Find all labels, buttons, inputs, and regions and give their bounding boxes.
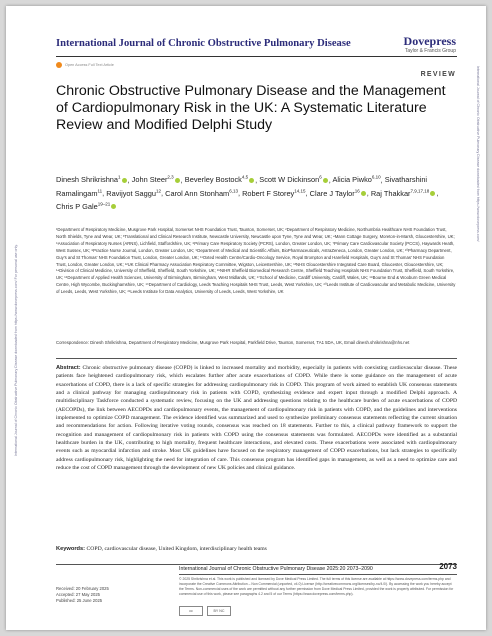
author-affiliation-sup: 19–21 [97,201,111,207]
license-text[interactable]: © 2025 Shrikrishna et al. This work is published and licensed by Dove Medical Press Limited. The full terms of this license are available at https://www.dovepress.com/terms.php and incorporate the Creative Commons Attribution – Non Commercial (unported, v4.0) License (http://creativecommons.org/licenses/by-nc/4.0/). By accessing the work you hereby accept the Terms. Non-commercial uses of the work are permitted without any further permission from Dove Medical Press Limited, provided the work is properly attributed. For permission for commercial use of this work, please see paragraphs 4.2 and 5 of our Terms (https://www.dovepress.com/terms.php). [179,577,454,596]
author-name [132,175,181,184]
publisher-subtitle: Taylor & Francis Group [404,48,456,54]
author-name-text: Scott W Dickinson [259,175,320,185]
author-name [259,175,328,184]
pdf-page [6,6,486,630]
author-name [165,189,238,198]
accepted-date: Accepted: 27 May 2025 [56,592,100,597]
orcid-icon[interactable] [361,191,366,196]
author-list: Dinesh Shrikrishna$^1$ , John Steer$^{2,3}$ , Beverley Bostock$^{4,5}$ , Scott W Dickinson$^6$ , Alicia Piwko$^{6,10}$, Sivatharshini Ramalingam$^{11}$, Ravijyot Saggu$^{12}$, Carol Ann Stonham$^{6,13}$, Robert F Storey$^{14,15}$, Clare J Taylor$^{16}$ , Raj Thakkar$^{7,9,17,18}$ , Chris P Gale$^{19-21}$ [56,175,439,211]
received-date: Received: 20 February 2025 [56,586,109,591]
correspondence[interactable]: Correspondence: Dinesh Shrikrishna, Department of Respiratory Medicine, Musgrove Park Hospital, Parkfield Drive, Taunton, Somerset, TA1 5DA, UK, Email dinesh.shrikrishna@nhs.net [56,340,410,345]
publisher-logo[interactable]: Dovepress [403,34,456,48]
author-name-text: Alicia Piwko [332,175,372,185]
author-name-text: Robert F Storey [242,188,295,198]
page-header [56,28,456,58]
abstract-box [56,358,457,565]
author-name-text: Raj Thakkar [370,188,411,198]
abstract-label: Abstract: [56,365,81,371]
author-affiliation-sup: 6,13 [229,188,238,194]
header-divider [56,56,457,57]
author-affiliation-sup: 4,5 [241,175,249,180]
author-affiliation-sup: 1 [118,175,121,180]
author-name [242,189,305,198]
section-label: REVIEW [420,71,456,78]
orcid-icon[interactable] [175,178,180,183]
author-name-text: Clare J Taylor [309,188,355,198]
author-name [185,175,255,184]
published-date: Published: 25 June 2025 [56,598,103,603]
keywords-text: COPD, cardiovascular disease, United Kingdom, interdisciplinary health teams [86,546,267,552]
keywords [56,545,457,553]
author-name [310,189,367,198]
author-affiliation-sup: 11 [97,188,103,194]
author-affiliation-sup: 6,10 [371,175,381,180]
author-affiliation-sup: 6 [319,175,322,180]
open-access-label: Open Access Full Text Article [65,63,114,67]
author-name-text: Beverley Bostock [184,175,242,185]
author-affiliation-sup: 16 [354,188,360,194]
orcid-icon[interactable] [430,191,435,196]
author-affiliation-sup: 12 [156,188,162,194]
author-name-text: Chris P Gale [56,201,98,211]
orcid-icon[interactable] [122,178,127,183]
cc-badge-icon[interactable]: cc [179,606,203,616]
affiliations: ¹Department of Respiratory Medicine, Musgrove Park Hospital, Somerset NHS Foundation Trust, Taunton, Somerset, UK; ²Department of Respiratory Medicine, Northumbria Healthcare NHS Foundation Trust, North Shields, Tyne and Wear, UK; ³Translational and Clinical Research Institute, Newcastle University, Newcastle upon Tyne, Tyne and Wear, UK; ⁴Mann Cottage Surgery, Moreton-in-Marsh, Gloucestershire, UK; ⁵Association of Respiratory Nurses (ARNS), Lichfield, Staffordshire, UK; ⁶Primary Care Respiratory Society (PCRS), London, Greater London, UK; ⁷Primary Care Cardiovascular Society (PCCS), Haywards Heath, West Sussex, UK; ⁸Practice Nurse Journal, London, Greater London, UK; ⁹Department of Medical and Scientific Affairs, BioPharmaceuticals, AstraZeneca, London, Greater London, UK; ¹⁰Pharmacy Department, Guy's and St Thomas' NHS Foundation Trust, London, Greater London, UK; ¹¹Oxted Health Centre/Cardio-Oncology Service, Royal Brompton and Harefield Hospitals, Guy's and St Thomas' NHS Foundation Trust, London, Greater London, UK; ¹²UK Clinical Pharmacy Association Respiratory Committee, Wigston, Leicestershire, UK; ¹³NHS Gloucestershire Integrated Care Board, Gloucester, Gloucestershire, UK; ¹⁴Division of Clinical Medicine, University of Sheffield, Sheffield, South Yorkshire, UK; ¹⁵NIHR Sheffield Biomedical Research Centre, Sheffield Teaching Hospitals NHS Foundation Trust, Sheffield, South Yorkshire, UK; ¹⁶Department of Applied Health Sciences, University of Birmingham, Birmingham, West Midlands, UK; ¹⁷School of Medicine, Cardiff University, Cardiff, Wales, UK; ¹⁸Bourne End & Wooburn Green Medical Centre, High Wycombe, Buckinghamshire, UK; ¹⁹Department of Cardiology, Leeds Teaching Hospitals NHS Trust, Leeds, West Yorkshire, UK; ²⁰Leeds Institute of Cardiovascular and Metabolic Medicine, University of Leeds, Leeds, West Yorkshire, UK; ²¹Leeds Institute for Data Analytics, University of Leeds, Leeds, West Yorkshire, UK [56,227,456,295]
orcid-icon[interactable] [323,178,328,183]
right-sidebar-watermark [473,66,481,306]
left-sidebar-text: International Journal of Chronic Obstructive Pulmonary Disease downloaded from https://www.dovepress.com/ For personal use only. [14,244,18,456]
author-name-text: Carol Ann Stonham [165,188,230,198]
license-badges[interactable] [179,606,231,616]
author-name [56,175,128,184]
journal-title[interactable]: International Journal of Chronic Obstructive Pulmonary Disease [56,38,351,49]
orcid-icon[interactable] [249,178,254,183]
footer-divider [179,574,457,575]
right-sidebar-text: International Journal of Chronic Obstructive Pulmonary Disease downloaded from https://www.dovepress.com/ [476,66,480,242]
author-name-text: Ravijyot Saggu [106,188,156,198]
left-sidebar-watermark [14,156,22,456]
author-affiliation-sup: 14,15 [294,188,306,194]
author-affiliation-sup: 2,3 [167,175,174,180]
author-name [332,175,380,184]
open-access-icon [56,62,62,68]
article-title: Chronic Obstructive Pulmonary Disease and the Management of Cardiopulmonary Risk in the UK: A Systematic Literature Review and Modified Delphi Study [56,83,446,133]
author-name [106,189,161,198]
author-name [56,202,117,211]
author-name [371,189,437,198]
abstract-text: Chronic obstructive pulmonary disease (COPD) is linked to increased mortality and morbidity, especially in patients with coexisting cardiovascular disease. These patients face heightened cardiopulmonary risk, which escalates further after acute exacerbations of COPD. While there is some guidance on the management of acute exacerbations of COPD, there is a lack of specific strategies for addressing cardiopulmonary risk in COPD. This program of work aimed to establish UK consensus statements and a clinical pathway for managing cardiopulmonary risk in patients with COPD, synthesizing evidence and expert input through a modified Delphi approach. A multidisciplinary Taskforce conducted a systematic review, focusing on the UK and addressing questions relating to the healthcare burden of acute exacerbations of COPD (AECOPDs), the link between AECOPDs and cardiopulmonary events, the management of cardiopulmonary risk in patients with COPD, and the guidelines and interventions implemented to optimize COPD management. The evidence identified was summarized and used to synthesize preliminary consensus statements reflecting the current situation and recommendations for action. Following iterative voting rounds, consensus was reached on 18 statements. Further to this, a clinical pathway framework to support the recognition and management of cardiopulmonary risk in patients with COPD using the consensus statements was formulated. AECOPDs were identified as a substantial healthcare burden in the UK, contributing to high mortality, frequent healthcare interactions, and elevated costs. These exacerbations were associated with cardiopulmonary events such as myocardial infarction and stroke. Most UK guidelines have focused on the respiratory management of COPD exacerbations, but lack strategies to specifically address cardiopulmonary risk, highlighting the need for integration of care. This consensus program has identified gaps in management, as well as a need to optimize care and reduce the cost of COPD management through the development of new UK policies and clinical guidance. [56,365,457,472]
footer-journal-line[interactable]: International Journal of Chronic Obstructive Pulmonary Disease 2025:20 2073–2090 [179,566,373,572]
page-number: 2073 [439,562,457,571]
author-name-text: John Steer [131,175,168,185]
publication-dates [56,586,166,604]
keywords-label: Keywords: [56,546,86,552]
open-access-row[interactable] [56,61,114,69]
author-affiliation-sup: 7,9,17,18 [410,188,430,194]
orcid-icon[interactable] [111,204,116,209]
author-name-text: Sivatharshini Ramalingam [56,175,428,198]
abstract [56,364,457,472]
by-nc-badge-icon[interactable]: BY NC [207,606,231,616]
author-name-text: Dinesh Shrikrishna [56,175,119,185]
